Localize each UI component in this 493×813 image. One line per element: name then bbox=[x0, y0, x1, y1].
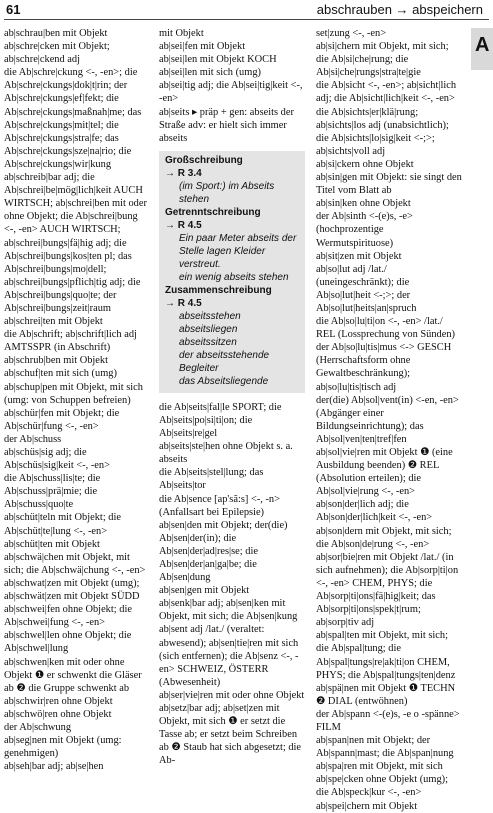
dictionary-entry: ab|schuf|ten mit sich (umg) bbox=[4, 368, 117, 380]
rule-reference: → R 3.4 bbox=[165, 167, 202, 179]
dictionary-entry: ab|spe|cken ohne Objekt (umg); die Ab|speck|kur <-, -en> bbox=[316, 774, 448, 799]
header-rule bbox=[4, 19, 489, 20]
box-example: das Abseitsliegende bbox=[179, 375, 269, 387]
dictionary-entry: die Ab|schrift; ab|schrift|lich adj AMTSSPR (in Abschrift) bbox=[4, 329, 137, 354]
rule-reference: → R 4.5 bbox=[165, 219, 202, 231]
box-example: abseitsliegen bbox=[179, 323, 238, 335]
box-example: der abseitsstehende Begleiter bbox=[179, 349, 270, 374]
dictionary-entry: die Ab|schuss|lis|te; die Ab|schuss|prä|mie; die Ab|schuss|quo|te bbox=[4, 473, 101, 511]
dictionary-entry: ab|schup|pen mit Objekt, mit sich (umg: von Schuppen befreien) bbox=[4, 381, 143, 406]
dictionary-entry: ab|spa|ren mit Objekt, mit sich bbox=[316, 761, 443, 773]
rule-reference: → R 4.5 bbox=[165, 297, 202, 309]
box-example: Ein paar Meter abseits der Stelle lagen Kleider verstreut. bbox=[179, 232, 297, 270]
dictionary-entry: ab|schre|cken mit Objekt; ab|schre|ckend adj bbox=[4, 41, 110, 66]
dictionary-entry: die Ab|sicht <-, -en>; ab|sicht|lich adj; die Ab|sicht|lich|keit <-, -en> bbox=[316, 80, 457, 105]
dictionary-entry: die Ab|seits|stel|lung; das Ab|seits|tor bbox=[159, 467, 264, 492]
column-3 bbox=[316, 27, 462, 812]
page-number: 61 bbox=[6, 2, 21, 17]
dictionary-entry: ab|schüt|teln mit Objekt; die Ab|schüt|te|lung <-, -en> bbox=[4, 512, 121, 537]
box-example: (im Sport:) im Abseits stehen bbox=[179, 180, 275, 205]
dictionary-entry: der Ab|sinth <-(e)s, -e> (hochprozentige Wermutspirituose) bbox=[316, 211, 413, 249]
dictionary-entry: ab|setz|bar adj; ab|set|zen mit Objekt, mit sich ❶ er setzt die Tasse ab; er setzt beim Schreiben ab ❷ Staub hat sich abgesetzt; die Ab- bbox=[159, 703, 302, 767]
dictionary-entry: ab|si|chern mit Objekt, mit sich; die Ab|si|che|rung; die Ab|si|che|rungs|stra|te|gie bbox=[316, 41, 449, 79]
dictionary-entry: ab|schwei|fen ohne Objekt; die Ab|schwei|fung <-, -en> bbox=[4, 604, 132, 629]
dictionary-entry: ab|sit|zen mit Objekt bbox=[316, 250, 402, 262]
dictionary-entry: ab|span|nen mit Objekt; der Ab|spann|mast; die Ab|span|nung bbox=[316, 735, 454, 760]
dictionary-entry: ab|sor|bie|ren mit Objekt /lat./ (in sich aufnehmen); die Ab|sorp|ti|on <-, -en> CHEM, PHYS; die Ab|sorp|ti|ons|fä|hig|keit; das Ab|sorp|ti|ons|spek|t|rum; ab|sorp|tiv adj bbox=[316, 551, 459, 629]
dictionary-entry: ab|si|ckern ohne Objekt bbox=[316, 158, 414, 170]
spelling-rules-box bbox=[159, 151, 305, 393]
dictionary-entry: die Ab|so|lu|ti|on <-, -en> /lat./ REL (Lossprechung von Sünden) bbox=[316, 316, 455, 341]
dictionary-entry: ab|schüs|sig adj; die Ab|schüs|sig|keit <-, -en> bbox=[4, 447, 110, 472]
dictionary-entry: ab|son|dern mit Objekt, mit sich; die Ab|son|de|rung <-, -en> bbox=[316, 525, 452, 550]
dictionary-entry: ab|schrau|ben mit Objekt bbox=[4, 28, 108, 39]
dictionary-entry: ab|sei|len mit Objekt KOCH bbox=[159, 54, 277, 66]
dictionary-entry: ab|sin|gen mit Objekt: sie singt den Titel vom Blatt ab bbox=[316, 172, 462, 197]
dictionary-entry: set|zung <-, -en> bbox=[316, 28, 387, 39]
dictionary-entry: ab|schwä|chen mit Objekt, mit sich; die Ab|schwä|chung <-, -en> bbox=[4, 551, 146, 576]
box-example: ein wenig abseits stehen bbox=[179, 271, 289, 283]
dictionary-entry: ab|seits|ste|hen ohne Objekt s. a. abseits bbox=[159, 441, 293, 466]
dictionary-entry: ab|sei|tig adj; die Ab|sei|tig|keit <-, -en> bbox=[159, 80, 303, 105]
dictionary-entry: ab|seg|nen mit Objekt (umg: genehmigen) bbox=[4, 735, 122, 760]
dictionary-entry: der(die) Ab|sol|vent(in) <-en, -en> (Abgänger einer Bildungseinrichtung); das Ab|sol|ven|ten|tref|fen bbox=[316, 394, 459, 445]
box-example: abseitsstehen bbox=[179, 310, 241, 322]
column-2 bbox=[159, 27, 305, 767]
running-head: abschrauben → abspeichern bbox=[316, 2, 483, 17]
dictionary-entry: der Ab|so|lu|tis|mus <-> GESCH (Herrschaftsform ohne Gewaltbeschränkung); ab|so|lu|tis|tisch adj bbox=[316, 342, 452, 393]
dictionary-entry: ab|so|lut adj /lat./ (uneingeschränkt); die Ab|so|lut|heit <-;>; der Ab|so|lut|heits|an|spruch bbox=[316, 263, 417, 314]
dictionary-entry: der Ab|schuss bbox=[4, 433, 62, 445]
dictionary-entry: ab|ser|vie|ren mit oder ohne Objekt bbox=[159, 689, 305, 701]
dictionary-entry: ab|schüt|ten mit Objekt bbox=[4, 538, 100, 550]
thumb-index-tab bbox=[471, 28, 493, 70]
dictionary-entry: ab|spei|chern mit Objekt bbox=[316, 800, 418, 812]
dictionary-entry: ab|sent adj /lat./ (veraltet: abwesend); ab|sen|tie|ren mit sich (sich entfernen); die Ab|senz <-, -en> SCHWEIZ, ÖSTERR (Abwesenheit) bbox=[159, 624, 299, 688]
dictionary-entry: ab|senk|bar adj; ab|sen|ken mit Objekt, mit sich; die Ab|sen|kung bbox=[159, 598, 298, 623]
dictionary-entry: ab|schwel|len ohne Objekt; die Ab|schwel|lung bbox=[4, 630, 132, 655]
dictionary-entry: ab|schwen|ken mit oder ohne Objekt ❶ er schwenkt die Gläser ab ❷ die Gruppe schwenkt ab bbox=[4, 656, 142, 694]
dictionary-entry: der Ab|schwung bbox=[4, 721, 72, 733]
dictionary-entry: ab|sei|len mit sich (umg) bbox=[159, 67, 261, 79]
box-heading: Zusammenschreibung bbox=[165, 284, 272, 296]
dictionary-entry: die Ab|seits|fal|le SPORT; die Ab|seits|po|si|ti|on; die Ab|seits|re|gel bbox=[159, 401, 282, 440]
dictionary-entry: die Ab|sichts|er|klä|rung; ab|sichts|los adj (unabsichtlich); die Ab|sichts|lo|sig|keit <-;>; ab|sichts|voll adj bbox=[316, 106, 449, 157]
dictionary-entry: ab|son|der|lich adj; die Ab|son|der|lich|keit <-, -en> bbox=[316, 499, 433, 524]
dictionary-entry: mit Objekt bbox=[159, 28, 204, 39]
dictionary-entry: ab|schrub|ben mit Objekt bbox=[4, 355, 109, 367]
dictionary-entry: ab|schreib|bar adj; die Ab|schrei|be|mög|lich|keit AUCH WIRTSCH; ab|schrei|ben mit oder ohne Objekt; die Ab|schrei|bung <-, -en> AUCH WIRTSCH; ab|schrei|bungs|fä|hig adj; die Ab|schrei|bungs|kos|ten pl; das Ab|schrei|bungs|mo|dell; ab|schrei|bungs|pflich|tig adj; die Ab|schrei|bungs|quo|te; der Ab|schrei|bungs|zeit|raum bbox=[4, 172, 147, 314]
dictionary-entry: ab|sol|vie|ren mit Objekt ❶ (eine Ausbildung beenden) ❷ REL (Absolution erteilen); die Ab|sol|vie|rung <-, -en> bbox=[316, 447, 453, 498]
box-heading: Großschreibung bbox=[165, 154, 243, 166]
dictionary-entry: ab|spä|nen mit Objekt ❶ TECHN ❷ DIAL (entwöhnen) bbox=[316, 682, 456, 707]
dictionary-entry: ab|schür|fen mit Objekt; die Ab|schür|fung <-, -en> bbox=[4, 407, 120, 432]
dictionary-entry: ab|schrei|ten mit Objekt bbox=[4, 316, 103, 328]
dictionary-entry: ab|schwö|ren ohne Objekt bbox=[4, 708, 112, 720]
dictionary-entry: ab|schwat|zen mit Objekt (umg); ab|schwät|zen mit Objekt SÜDD bbox=[4, 577, 140, 603]
box-example: abseitssitzen bbox=[179, 336, 237, 348]
box-heading: Getrenntschreibung bbox=[165, 206, 261, 218]
dictionary-entry: die Ab|sence [ap'sã:s] <-, -n> (Anfallsart bei Epilepsie) bbox=[159, 493, 280, 518]
dictionary-entry: ab|seits ▸ präp + gen: abseits der Straße adv: er hielt sich immer abseits bbox=[159, 106, 294, 144]
dictionary-entry: ab|sin|ken ohne Objekt bbox=[316, 198, 411, 210]
thumb-index-letter: A bbox=[475, 34, 490, 56]
dictionary-entry: ab|sei|fen mit Objekt bbox=[159, 41, 246, 53]
page-header bbox=[0, 0, 493, 22]
dictionary-entry: der Ab|spann <-(e)s, -e o -spänne> FILM bbox=[316, 708, 460, 733]
dictionary-entry: ab|schwir|ren ohne Objekt bbox=[4, 695, 113, 707]
dictionary-entry: die Ab|schre|ckung <-, -en>; die Ab|schre|ckungs|dok|t|rin; der Ab|schre|ckungs|ef|fekt; die Ab|schre|ckungs|maßnah|me; das Ab|schre|ckungs|mit|tel; die Ab|schre|ckungs|stra|fe; das Ab|schre|ckungs|sze|na|rio; die Ab|schre|ckungs|wir|kung bbox=[4, 67, 142, 170]
dictionary-entry: ab|sen|den mit Objekt; der(die) Ab|sen|der(in); die Ab|sen|der|ad|res|se; die Ab|sen|der|an|ga|be; die Ab|sen|dung bbox=[159, 519, 288, 584]
dictionary-entry: ab|spal|ten mit Objekt, mit sich; die Ab|spal|tung; die Ab|spal|tungs|re|ak|ti|on CHEM, PHYS; die Ab|spal|tungs|ten|denz bbox=[316, 630, 456, 681]
dictionary-entry: ab|seh|bar adj; ab|se|hen bbox=[4, 761, 104, 773]
dictionary-entry: ab|sen|gen mit Objekt bbox=[159, 585, 250, 597]
column-1 bbox=[4, 27, 150, 773]
